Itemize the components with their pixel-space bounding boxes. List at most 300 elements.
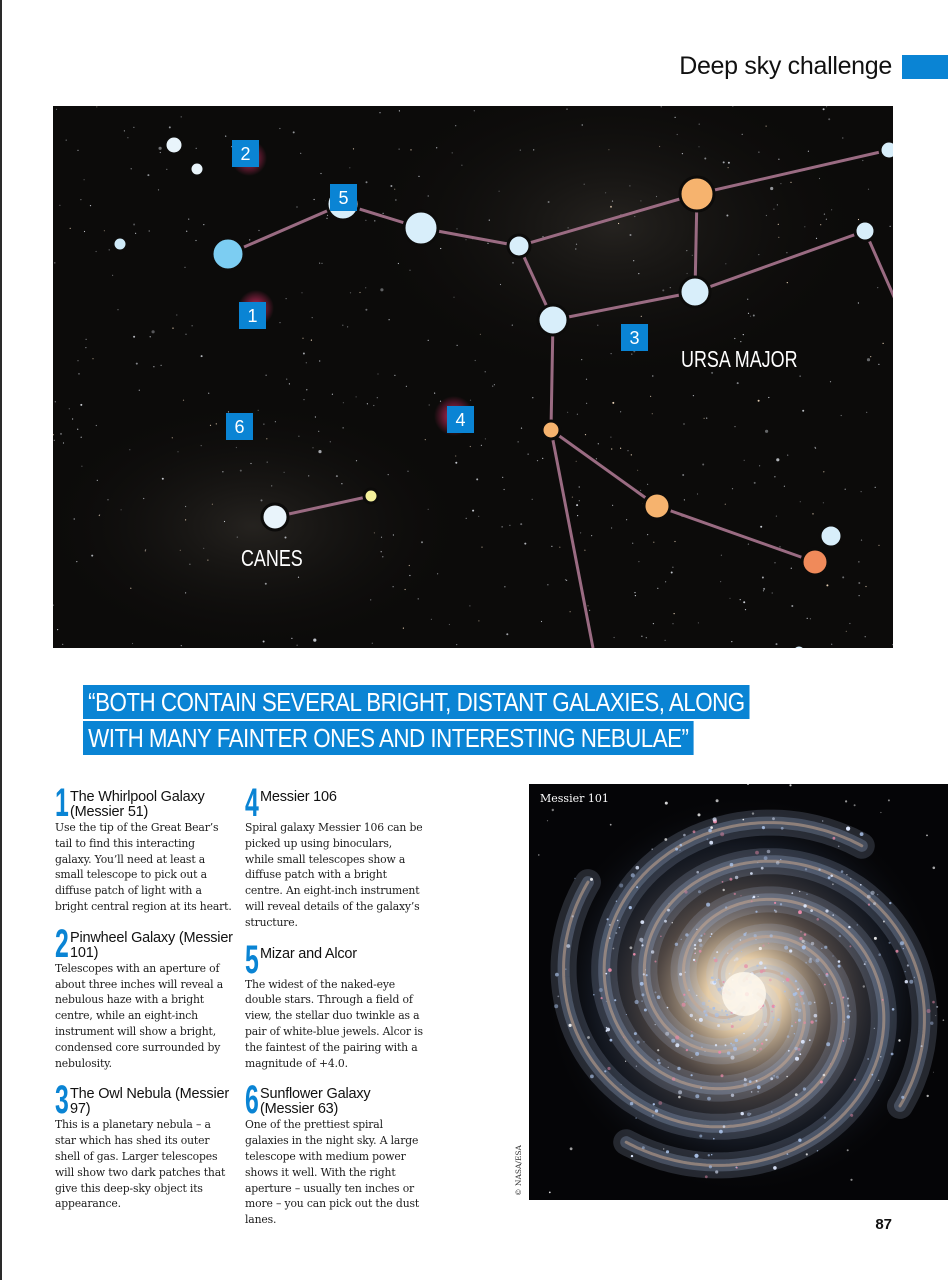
background-star [587, 605, 588, 606]
galaxy-star [761, 867, 764, 870]
background-star [704, 158, 706, 160]
background-star [626, 519, 627, 520]
background-star [399, 110, 400, 111]
galaxy-star [900, 941, 904, 945]
galaxy-star [821, 948, 822, 949]
galaxy-star [695, 961, 696, 962]
galaxy-star [761, 1043, 763, 1045]
galaxy-star [809, 960, 813, 964]
background-star [90, 205, 91, 206]
background-star [421, 541, 423, 543]
background-star [455, 125, 456, 126]
background-star [502, 477, 503, 478]
galaxy-star [783, 981, 784, 982]
background-star [172, 437, 173, 438]
galaxy-star [696, 929, 697, 930]
entry-text: This is a planetary nebula – a star which has shed its outer shell of gas. Larger telescopes will show two dark patches that give this deep-sky object its appearance. [55, 1118, 226, 1211]
background-star [759, 465, 760, 466]
galaxy-star [798, 1009, 801, 1012]
galaxy-star [777, 1018, 780, 1021]
galaxy-star [795, 980, 797, 982]
galaxy-star [818, 974, 820, 976]
marker-2[interactable] [232, 140, 259, 167]
background-star [547, 584, 548, 585]
galaxy-star [735, 957, 738, 960]
galaxy-star [555, 973, 559, 977]
background-star [77, 150, 78, 151]
galaxy-star [725, 1010, 727, 1012]
galaxy-star [717, 1024, 720, 1027]
galaxy-star [636, 866, 640, 870]
background-star [868, 189, 869, 190]
galaxy-star [770, 1077, 773, 1080]
field-star [883, 921, 885, 923]
background-star [693, 395, 694, 396]
galaxy-star [849, 945, 851, 947]
galaxy-star [668, 1067, 669, 1068]
galaxy-star [797, 1048, 800, 1051]
background-star [787, 455, 788, 456]
entry-text: Telescopes with an aperture of about three inches will reveal a nebulous haze with a bright centre, while an eight-inch instrument will show a bright, condensed core surrounded by nebulosity. [55, 961, 224, 1070]
background-star [528, 454, 529, 455]
galaxy-star [921, 1045, 923, 1047]
background-star [627, 450, 628, 451]
background-star [646, 637, 647, 638]
galaxy-star [854, 1079, 856, 1081]
galaxy-star [691, 1074, 693, 1076]
background-star [135, 233, 136, 234]
galaxy-star [756, 965, 758, 967]
galaxy-star [619, 927, 621, 929]
galaxy-star [831, 1002, 833, 1004]
galaxy-star [675, 1035, 679, 1039]
background-star [465, 239, 466, 240]
background-star [812, 513, 813, 514]
background-star [406, 386, 407, 387]
galaxy-star [680, 844, 683, 847]
background-star [765, 430, 768, 433]
background-star [150, 336, 151, 337]
galaxy-star [725, 1044, 727, 1046]
background-star [731, 641, 732, 642]
background-star [532, 499, 533, 500]
background-star [820, 224, 821, 225]
galaxy-star [733, 1047, 737, 1051]
background-star [129, 449, 130, 450]
background-star [842, 576, 844, 578]
galaxy-photo [529, 784, 948, 1200]
background-star [350, 292, 351, 293]
background-star [584, 550, 585, 551]
galaxy-star [704, 933, 706, 935]
galaxy-star [660, 936, 662, 938]
photo-credit: © NASA/ESA [514, 1145, 523, 1196]
galaxy-star [723, 1021, 724, 1022]
background-star [740, 341, 741, 342]
galaxy-star [636, 1066, 637, 1067]
background-star [192, 325, 193, 326]
background-star [728, 167, 729, 168]
galaxy-star [874, 1028, 875, 1029]
galaxy-star [825, 909, 828, 912]
background-star [112, 275, 113, 276]
galaxy-star [605, 973, 607, 975]
galaxy-star [789, 949, 792, 952]
background-star [428, 340, 429, 341]
background-star [641, 316, 642, 317]
background-star [315, 416, 316, 417]
background-star [225, 136, 226, 137]
galaxy-star [909, 980, 913, 984]
galaxy-star [743, 933, 746, 936]
field-star [823, 1074, 826, 1077]
background-star [744, 460, 745, 461]
galaxy-star [754, 1039, 757, 1042]
field-star [878, 1080, 879, 1081]
background-star [807, 618, 808, 619]
background-star [381, 537, 382, 538]
background-star [185, 519, 186, 520]
background-star [367, 403, 368, 404]
svg-text:1: 1 [247, 306, 258, 326]
background-star [405, 589, 406, 590]
background-star [56, 109, 57, 110]
background-star [455, 462, 457, 464]
background-star [161, 365, 162, 366]
background-star [136, 363, 138, 365]
background-star [518, 441, 519, 442]
background-star [63, 442, 64, 443]
background-star [589, 610, 590, 611]
galaxy-star [691, 1057, 692, 1058]
galaxy-star [644, 1009, 647, 1012]
background-star [725, 263, 726, 264]
background-star [481, 445, 482, 446]
background-star [249, 239, 250, 240]
background-star [682, 474, 684, 476]
background-star [59, 205, 60, 206]
background-star [610, 206, 612, 208]
galaxy-star [903, 948, 904, 949]
galaxy-star [817, 918, 820, 921]
galaxy-star [707, 838, 709, 840]
galaxy-star [631, 873, 635, 877]
galaxy-star [653, 1103, 655, 1105]
spiral-galaxy-image [529, 784, 948, 1200]
background-star [846, 631, 847, 632]
galaxy-star [610, 1039, 613, 1042]
galaxy-star [889, 942, 891, 944]
galaxy-star [814, 1002, 816, 1004]
galaxy-star [721, 1009, 723, 1011]
galaxy-star [889, 902, 891, 904]
galaxy-star [715, 1044, 717, 1046]
galaxy-star [776, 1076, 779, 1079]
galaxy-star [645, 969, 646, 970]
background-star [776, 516, 777, 517]
galaxy-star [757, 1091, 759, 1093]
galaxy-star [721, 1074, 724, 1077]
galaxy-star [643, 1041, 644, 1042]
background-star [816, 238, 817, 239]
background-star [778, 159, 779, 160]
galaxy-star [701, 997, 702, 998]
galaxy-star [699, 944, 702, 947]
galaxy-star [824, 1117, 826, 1119]
field-star [802, 940, 805, 943]
galaxy-star [833, 956, 834, 957]
entry-number: 6 [245, 1078, 259, 1123]
galaxy-star [781, 827, 784, 830]
galaxy-star [667, 909, 670, 912]
galaxy-star [843, 1040, 845, 1042]
galaxy-star [695, 1094, 699, 1098]
galaxy-star [826, 1042, 830, 1046]
galaxy-star [771, 1022, 772, 1023]
galaxy-star [684, 1001, 686, 1003]
galaxy-star [871, 891, 875, 895]
entry-title: Pinwheel Galaxy (Messier 101) [70, 929, 233, 961]
star-chart [53, 106, 893, 648]
background-star [92, 358, 93, 359]
text-column-1 [55, 781, 233, 1224]
background-star [612, 402, 614, 404]
background-star [579, 500, 580, 501]
galaxy-star [709, 1165, 712, 1168]
text-column-2 [245, 781, 423, 1240]
galaxy-star [640, 920, 644, 924]
marker-1[interactable] [239, 302, 266, 329]
entry-text: Use the tip of the Great Bear’s tail to find this interacting galaxy. You’ll need at least a small telescope to pick out a diffuse patch of light with a bright central region at its heart. [55, 821, 232, 913]
background-star [298, 436, 299, 437]
background-star [181, 116, 182, 117]
background-star [342, 325, 343, 326]
field-star [926, 835, 928, 837]
background-star [520, 523, 522, 525]
galaxy-star [754, 934, 757, 937]
galaxy-star [714, 959, 718, 963]
galaxy-star [795, 1057, 799, 1061]
galaxy-star [671, 1039, 675, 1043]
background-star [790, 182, 791, 183]
galaxy-star [871, 1074, 873, 1076]
entry-number: 5 [245, 937, 259, 982]
galaxy-star [758, 1039, 760, 1041]
galaxy-star [700, 1087, 702, 1089]
field-star [664, 838, 667, 841]
galaxy-star [694, 944, 696, 946]
photo-caption: Messier 101 [540, 792, 609, 805]
background-star [776, 643, 778, 645]
galaxy-star [709, 841, 713, 845]
background-star [431, 619, 432, 620]
background-star [831, 209, 832, 210]
background-star [506, 633, 508, 635]
background-star [374, 532, 375, 533]
galaxy-star [685, 933, 688, 936]
background-star [216, 423, 217, 424]
galaxy-star [755, 851, 759, 855]
galaxy-star [799, 1053, 801, 1055]
galaxy-star [684, 972, 686, 974]
galaxy-star [744, 964, 748, 968]
galaxy-star [565, 968, 567, 970]
galaxy-star [803, 1021, 806, 1024]
galaxy-star [830, 875, 833, 878]
galaxy-star [690, 1014, 693, 1017]
background-star [289, 383, 290, 384]
background-star [652, 375, 653, 376]
galaxy-star [708, 1000, 710, 1002]
galaxy-star [667, 1007, 669, 1009]
background-star [306, 362, 307, 363]
background-star [740, 599, 741, 600]
background-star [656, 196, 657, 197]
background-star [763, 588, 765, 590]
background-star [195, 240, 196, 241]
galaxy-star [712, 1007, 715, 1010]
background-star [461, 165, 462, 166]
background-star [784, 486, 785, 487]
background-star [149, 230, 150, 231]
background-star [662, 289, 664, 291]
galaxy-star [755, 911, 757, 913]
galaxy-star [664, 920, 667, 923]
galaxy-star [758, 1025, 759, 1026]
field-star [610, 824, 612, 826]
galaxy-star [720, 832, 724, 836]
galaxy-star [751, 1091, 753, 1093]
galaxy-star [705, 1175, 708, 1178]
field-star [753, 1048, 756, 1051]
galaxy-star [795, 1022, 797, 1024]
field-star [672, 922, 673, 923]
galaxy-star [727, 953, 728, 954]
galaxy-star [773, 1075, 774, 1076]
galaxy-star [811, 1021, 814, 1024]
galaxy-star [773, 1017, 775, 1019]
background-star [224, 521, 225, 522]
galaxy-star [710, 936, 711, 937]
marker-5[interactable] [330, 184, 357, 211]
field-star [759, 947, 762, 950]
galaxy-star [805, 962, 807, 964]
galaxy-star [867, 1058, 868, 1059]
galaxy-star [696, 995, 697, 996]
field-star [695, 1019, 696, 1020]
galaxy-star [753, 896, 756, 899]
galaxy-star [850, 1114, 853, 1117]
background-star [849, 623, 850, 624]
background-star [133, 127, 134, 128]
background-star [826, 106, 827, 107]
galaxy-star [677, 1067, 680, 1070]
background-star [80, 404, 82, 406]
background-star [160, 152, 161, 153]
marker-4[interactable] [447, 406, 474, 433]
background-star [393, 586, 394, 587]
galaxy-star [657, 995, 661, 999]
marker-3[interactable] [621, 324, 648, 351]
background-star [97, 480, 98, 481]
galaxy-star [795, 1007, 798, 1010]
background-star [455, 455, 456, 456]
background-star [54, 262, 55, 263]
background-star [672, 623, 673, 624]
background-star [349, 167, 350, 168]
background-star [653, 623, 654, 624]
background-star [353, 148, 354, 149]
background-star [611, 527, 612, 528]
background-star [429, 404, 430, 405]
galaxy-star [865, 961, 866, 962]
background-star [758, 152, 759, 153]
background-star [121, 509, 122, 510]
background-star [266, 375, 267, 376]
background-star [373, 405, 374, 406]
field-star [850, 878, 852, 880]
background-star [265, 583, 267, 585]
galaxy-star [675, 1043, 679, 1047]
background-star [677, 134, 678, 135]
galaxy-star [803, 1087, 806, 1090]
background-star [787, 282, 788, 283]
galaxy-star [557, 996, 559, 998]
background-star [641, 636, 642, 637]
background-star [774, 476, 775, 477]
background-star [298, 577, 299, 578]
background-star [808, 151, 809, 152]
galaxy-star [779, 1118, 780, 1119]
galaxy-star [696, 871, 699, 874]
galaxy-star [767, 850, 771, 854]
entry-5 [245, 937, 423, 1072]
marker-6[interactable] [226, 413, 253, 440]
galaxy-star [731, 948, 734, 951]
background-star [509, 525, 510, 526]
background-star [425, 439, 426, 440]
galaxy-star [743, 1033, 744, 1034]
galaxy-star [636, 886, 638, 888]
background-star [743, 601, 745, 603]
background-star [779, 546, 780, 547]
galaxy-star [811, 942, 814, 945]
background-star [650, 396, 651, 397]
background-star [824, 214, 825, 215]
galaxy-star [679, 973, 682, 976]
background-star [620, 411, 621, 412]
galaxy-star [678, 1090, 682, 1094]
galaxy-star [930, 1022, 933, 1025]
galaxy-star [707, 1006, 709, 1008]
galaxy-star [609, 924, 611, 926]
field-star [927, 1095, 929, 1097]
galaxy-star [846, 827, 850, 831]
background-star [393, 534, 394, 535]
galaxy-star [791, 892, 793, 894]
field-star [547, 820, 548, 821]
galaxy-star [771, 1111, 772, 1112]
background-star [841, 415, 842, 416]
background-star [152, 330, 155, 333]
background-star [758, 400, 760, 402]
galaxy-star [744, 1078, 747, 1081]
background-star [169, 126, 171, 128]
svg-text:3: 3 [629, 328, 640, 348]
background-star [734, 426, 735, 427]
background-star [428, 509, 429, 510]
background-star [470, 400, 471, 401]
